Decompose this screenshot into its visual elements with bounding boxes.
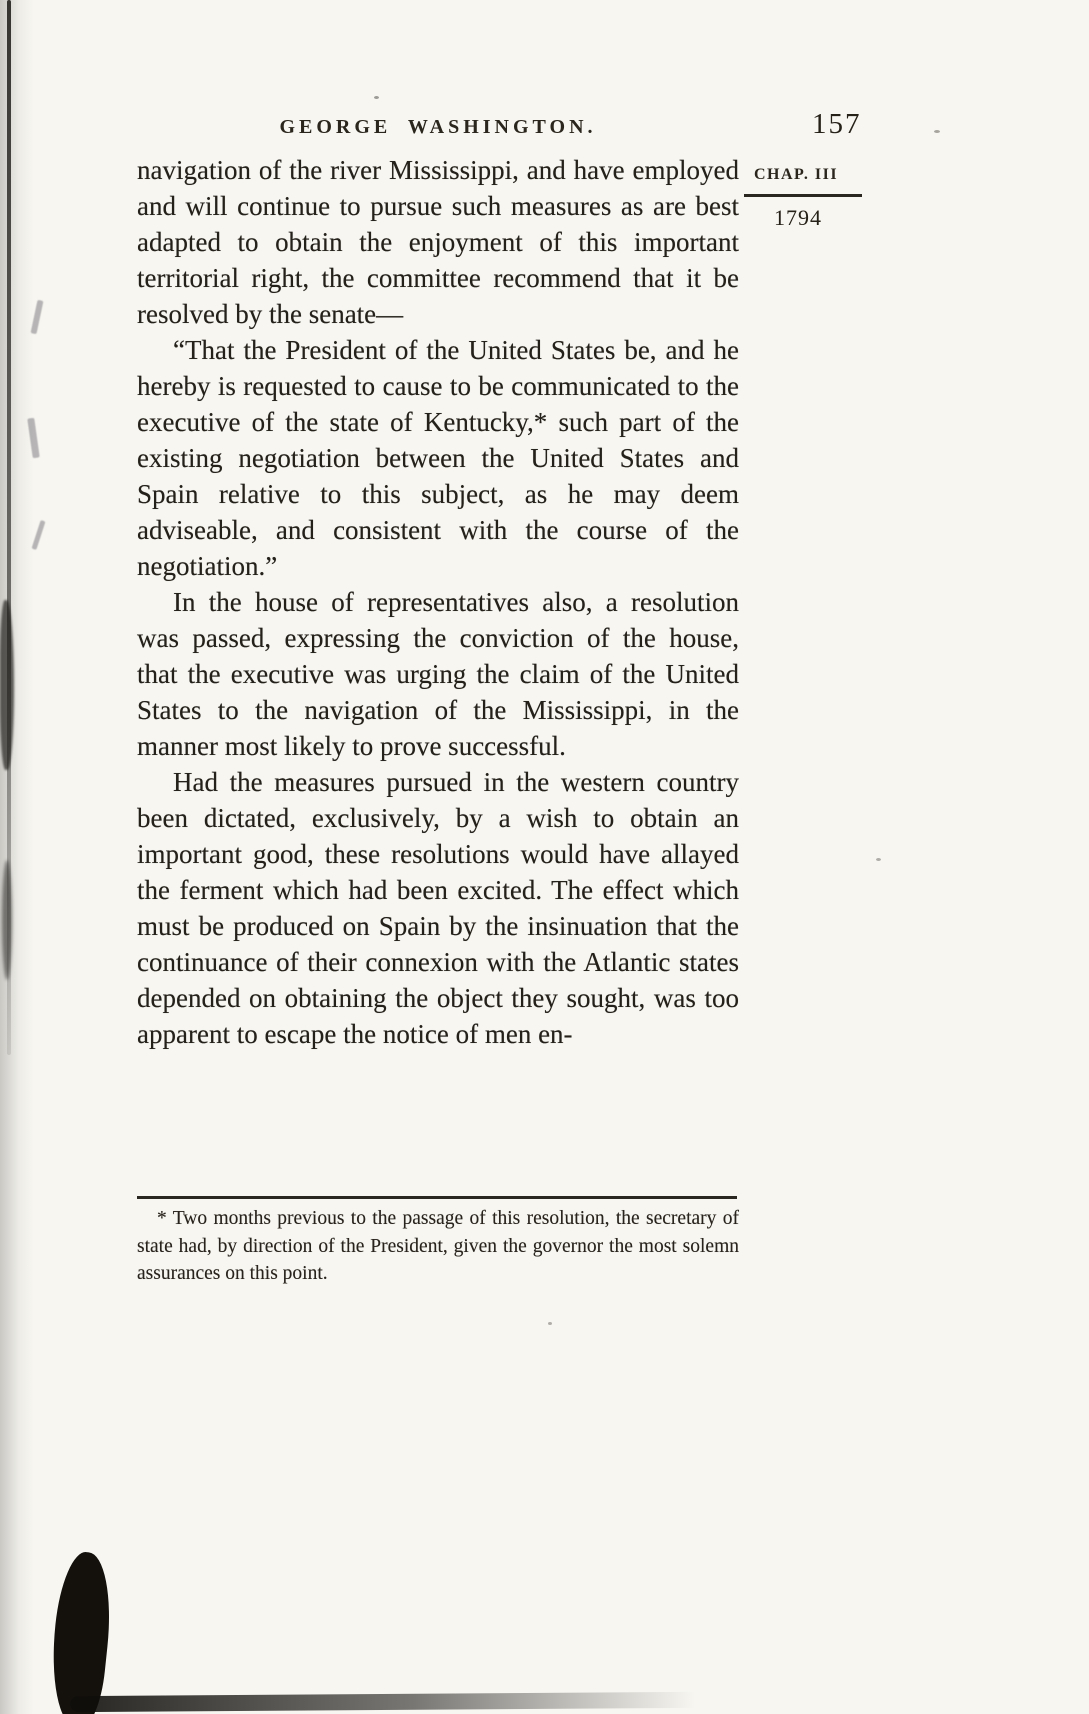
chapter-label: CHAP. III — [754, 166, 839, 183]
year-label: 1794 — [774, 205, 822, 230]
paragraph: navigation of the river Mississippi, and have employed and will continue to pursue such measures as are best adapted to obtain the enjoyment of this important territorial right, the committee recommend that it be resolved by the senate— — [137, 155, 739, 329]
margin-notes — [752, 166, 872, 231]
footnote: * Two months previous to the passage of this resolution, the secretary of state had, by direction of the President, given the governor the most solemn assurances on this point. — [137, 1208, 739, 1284]
scan-speck — [876, 858, 881, 861]
scan-corner-blob — [45, 1550, 117, 1714]
body-text — [137, 152, 739, 1052]
scan-speck — [934, 130, 940, 133]
margin-rule — [744, 194, 862, 197]
scan-edge-blotch — [0, 600, 14, 770]
running-header: GEORGE WASHINGTON. — [279, 116, 597, 138]
paragraph: “That the President of the United States be, and he hereby is requested to cause to be communicated to the executive of the state of Kentucky,* such part of the existing negotiation between the United States and Spain relative to this subject, as he may deem adviseable, and consistent with the course of the negotiation.” — [137, 335, 739, 581]
scan-speck — [374, 96, 379, 99]
scan-speck — [548, 1322, 552, 1325]
page-number: 157 — [812, 108, 862, 140]
scan-edge-blotch — [2, 860, 12, 980]
paragraph: Had the measures pursued in the western country been dictated, exclusively, by a wish to obtain an important good, these resolutions would have allayed the ferment which had been excited. The effect which must be produced on Spain by the insinuation that the continuance of their connexion with the Atlantic states depended on obtaining the object they sought, was too apparent to escape the notice of men en- — [137, 767, 739, 1049]
paragraph: In the house of representatives also, a resolution was passed, expressing the conviction of the house, that the executive was urging the claim of the United States to the navigation of the Mississippi, in the manner most likely to prove successful. — [137, 587, 739, 761]
scan-bottom-streak — [70, 1692, 695, 1712]
scan-binding-shadow — [0, 0, 34, 1714]
footnote-rule — [137, 1196, 737, 1199]
